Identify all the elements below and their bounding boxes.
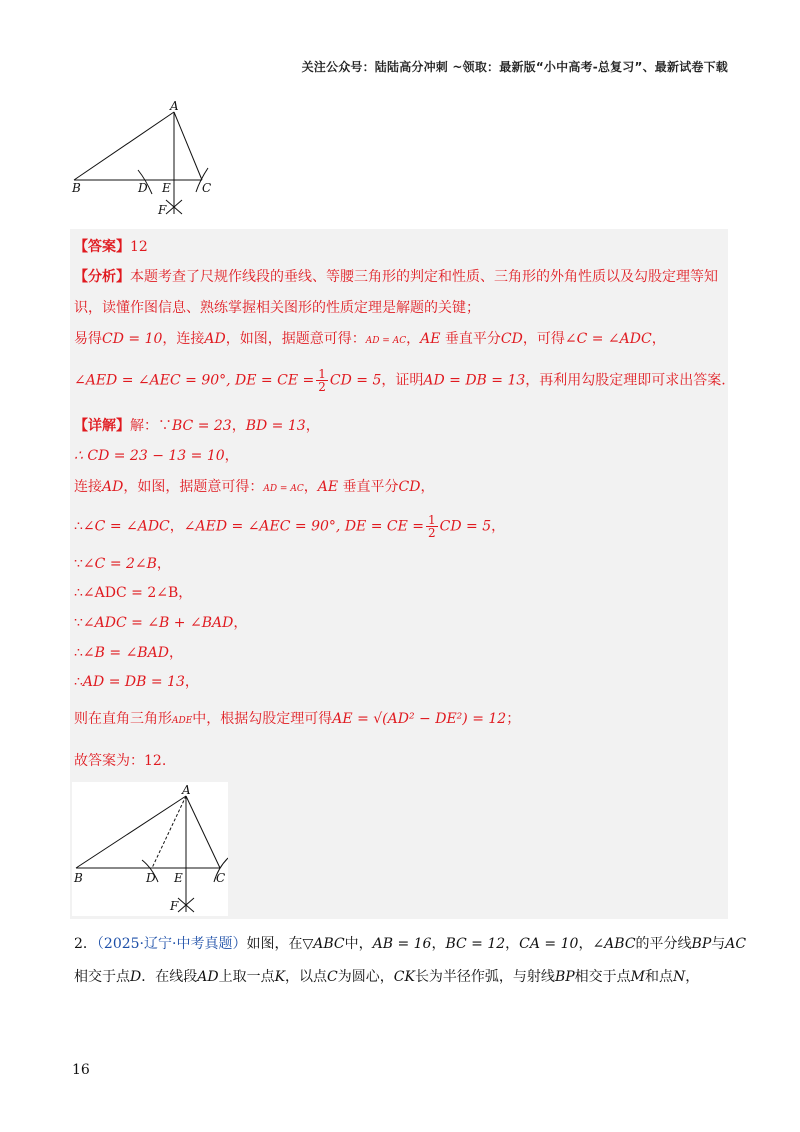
text: ，: [178, 585, 193, 601]
math: BC = 23: [172, 418, 232, 434]
text: ，: [224, 448, 239, 464]
math: CD: [398, 479, 421, 495]
math: AD: [102, 479, 124, 495]
math: CD = 5: [439, 518, 492, 535]
text: ，再利用勾股定理即可求出答案.: [525, 372, 726, 389]
text: ，: [491, 518, 506, 535]
math-small: ADE: [172, 716, 193, 726]
math: AD = DB = 13: [82, 674, 185, 690]
text: ，证明: [381, 372, 424, 389]
text: 和点: [645, 969, 673, 985]
text: 与: [711, 936, 726, 952]
math: AC: [725, 936, 747, 952]
math: BD = 13: [245, 418, 306, 434]
text: ，: [303, 479, 318, 495]
text: 故答案为：12.: [74, 753, 167, 769]
text: ，以点: [285, 969, 328, 985]
text: 相交于点: [574, 969, 631, 985]
analysis-line-1: [74, 266, 718, 286]
question-number: 2．: [74, 936, 97, 952]
text: ，: [233, 615, 248, 631]
text: ，: [168, 645, 183, 661]
text: 连接: [74, 479, 102, 495]
math: ∠ADC = 2∠B: [82, 585, 179, 601]
text: 为圆心，: [337, 969, 394, 985]
analysis-text-2: 识，读懂作图信息、熟练掌握相关图形的性质定理是解题的关键；: [74, 300, 480, 316]
text: ，如图，据题意可得：: [123, 479, 264, 495]
text: 长为半径作弧，与射线: [414, 969, 555, 985]
numerator: 1: [318, 367, 326, 381]
text: ，: [420, 479, 435, 495]
math: K: [274, 969, 286, 985]
text: ，连接: [162, 331, 205, 347]
math: ∠ADC = ∠B + ∠BAD: [82, 615, 234, 631]
text: ，如图，据题意可得：: [225, 331, 366, 347]
label-F: F: [170, 899, 179, 913]
text: ，: [505, 936, 520, 952]
text: 易得: [74, 331, 102, 347]
text: ，: [169, 518, 184, 535]
answer-line: [74, 236, 148, 256]
page-header: 关注公众号：陆陆高分冲刺 ~领取：最新版“小中高考-总复习”、最新试卷下载: [301, 60, 728, 74]
text: 上取一点: [218, 969, 275, 985]
detail-line-11: [74, 750, 166, 770]
text: ．在线段: [141, 969, 198, 985]
fraction: [316, 368, 328, 393]
label-B: B: [72, 181, 81, 195]
text: 如图，在: [246, 936, 303, 952]
text: ∵: [74, 556, 83, 572]
analysis-text-1: 本题考查了尺规作线段的垂线、等腰三角形的判定和性质、三角形的外角性质以及勾股定理等知: [130, 269, 718, 285]
text: ，: [184, 674, 199, 690]
math-small: AD = AC: [263, 484, 304, 494]
math: AD: [197, 969, 219, 985]
text: ，: [651, 331, 666, 347]
math: CD: [500, 331, 523, 347]
label-A: A: [182, 783, 191, 797]
label-E: E: [174, 871, 183, 885]
label-D: D: [138, 181, 148, 195]
denominator: 2: [318, 380, 326, 394]
math: ∠C = 2∠B: [82, 556, 157, 572]
text: ∵: [74, 615, 83, 631]
question-source: （2025·辽宁·中考真题）: [96, 936, 247, 952]
text: 的平分线: [635, 936, 692, 952]
math: BP: [691, 936, 712, 952]
detail-tag: 【详解】: [74, 418, 130, 434]
math: N: [673, 969, 686, 985]
answer-tag: 【答案】: [74, 239, 130, 255]
text: 中，: [344, 936, 373, 952]
triangle-figure-1: [68, 100, 228, 220]
fraction: [426, 514, 438, 539]
text: 则在直角三角形: [74, 711, 172, 727]
math: ∠B = ∠BAD: [82, 645, 169, 661]
text: ∴: [74, 674, 83, 690]
analysis-line-4: [74, 368, 726, 393]
label-C: C: [216, 871, 226, 885]
math: ∠C = ∠ADC: [564, 331, 652, 347]
text: ∴: [74, 518, 83, 535]
math: ∠AED = ∠AEC = 90°, DE = CE =: [74, 372, 315, 389]
detail-line-3: [74, 476, 434, 496]
math: CA = 10: [519, 936, 579, 952]
math: AE: [420, 331, 441, 347]
math: ∠ABC: [592, 936, 636, 952]
detail-line-8: [74, 642, 183, 662]
text: ；: [506, 711, 521, 727]
text: 垂直平分: [440, 331, 501, 347]
text: ，: [156, 556, 171, 572]
math: CD = 10: [102, 331, 163, 347]
denominator: 2: [428, 526, 436, 540]
math: ∠AED = ∠AEC = 90°, DE = CE =: [183, 518, 425, 535]
detail-line-7: [74, 612, 247, 632]
text: ∴: [74, 645, 83, 661]
label-B: B: [74, 871, 83, 885]
math-small: AD = AC: [365, 336, 407, 346]
analysis-line-3: [74, 328, 666, 348]
math: M: [630, 969, 645, 985]
detail-line-10: [74, 708, 520, 728]
detail-line-2: [74, 445, 239, 465]
page-number: 16: [72, 1062, 90, 1078]
math: ▽ABC: [302, 936, 345, 952]
math: CK: [393, 969, 415, 985]
text: ，: [685, 969, 700, 985]
math: AD = DB = 13: [423, 372, 526, 389]
text: ，: [406, 331, 421, 347]
math: AD: [204, 331, 226, 347]
text: ，: [431, 936, 446, 952]
label-E: E: [162, 181, 171, 195]
label-A: A: [170, 100, 179, 113]
text: 相交于点: [74, 969, 130, 985]
detail-line-6: [74, 582, 192, 602]
math: D: [130, 969, 142, 985]
detail-line-1: [74, 415, 320, 435]
text: ，: [578, 936, 593, 952]
text: 垂直平分: [338, 479, 399, 495]
question-2-line-2: [74, 966, 699, 986]
answer-value: 12: [130, 239, 148, 255]
math: ∠C = ∠ADC: [82, 518, 170, 535]
math: ∴ CD = 23 − 13 = 10: [74, 448, 225, 464]
triangle-figure-2: [72, 782, 228, 916]
text: ，可得: [522, 331, 565, 347]
math: C: [327, 969, 338, 985]
numerator: 1: [428, 513, 436, 527]
question-2-line-1: [74, 933, 746, 953]
text: ，: [231, 418, 246, 434]
math: AE: [317, 479, 339, 495]
math: BP: [554, 969, 575, 985]
math: AB = 16: [372, 936, 432, 952]
detail-line-5: [74, 553, 171, 573]
text: 中，根据勾股定理可得: [192, 711, 333, 727]
analysis-line-2: [74, 297, 480, 317]
label-D: D: [146, 871, 156, 885]
text: ，: [305, 418, 320, 434]
math: AE = √(AD² − DE²) = 12: [332, 711, 507, 727]
text: 解：∵: [130, 418, 172, 434]
math: CD = 5: [329, 372, 382, 389]
label-F: F: [158, 203, 167, 217]
detail-line-4: [74, 514, 505, 539]
analysis-tag: 【分析】: [74, 269, 130, 285]
detail-line-9: [74, 671, 199, 691]
text: ∴: [74, 585, 83, 601]
label-C: C: [202, 181, 212, 195]
math: BC = 12: [445, 936, 506, 952]
